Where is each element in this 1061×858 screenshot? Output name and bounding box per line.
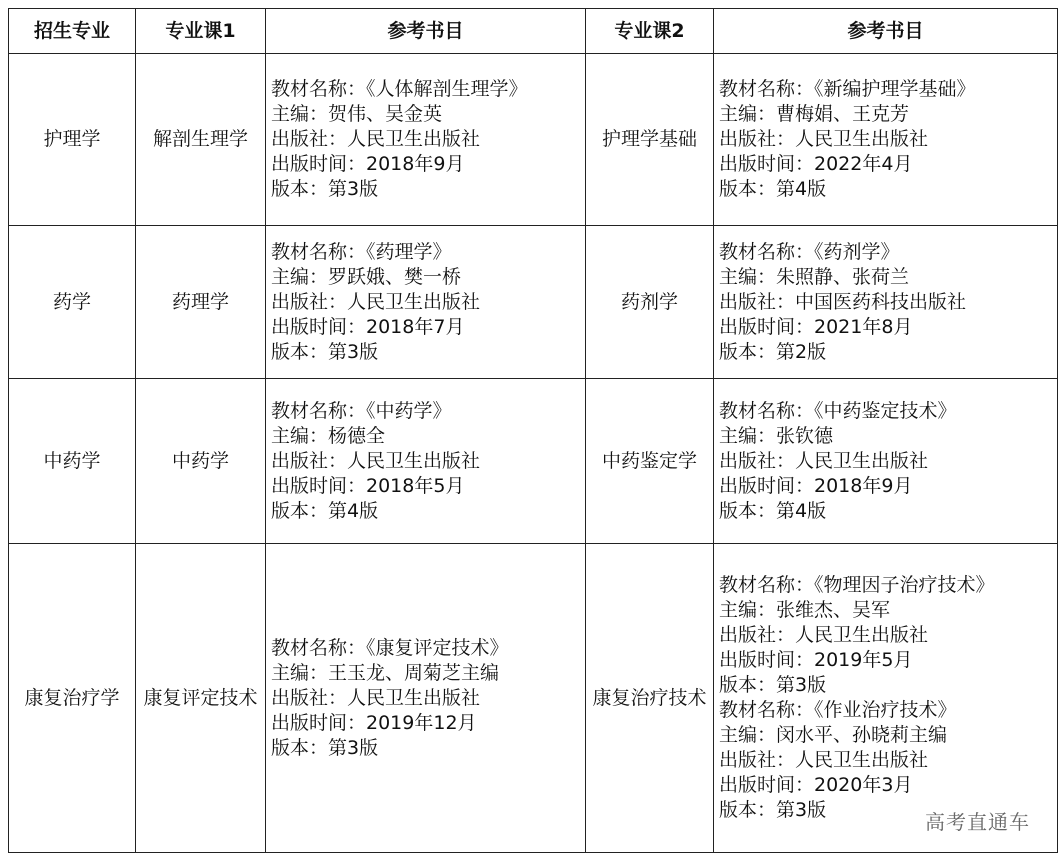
reference-line: 版本：第4版	[719, 178, 827, 200]
course2-cell: 中药鉴定学	[586, 379, 714, 544]
reference-line: 版本：第3版	[271, 178, 379, 200]
reference-line: 教材名称：《康复评定技术》	[271, 636, 509, 659]
course2-cell: 康复治疗技术	[586, 544, 714, 853]
header-row	[9, 9, 1058, 54]
reference-line: 出版时间：2019年5月	[719, 649, 913, 671]
course1-cell: 中药学	[136, 379, 266, 544]
reference-line: 出版社：人民卫生出版社	[719, 449, 929, 472]
references2-cell	[714, 226, 1058, 379]
watermark: 高考直通车	[925, 810, 1030, 834]
reference-line: 教材名称：《物理因子治疗技术》	[719, 574, 995, 596]
reference-line: 教材名称：《作业治疗技术》	[719, 699, 957, 721]
reference-line: 出版时间：2022年4月	[719, 153, 913, 175]
reference-line: 主编：贺伟、吴金英	[271, 103, 443, 125]
course1-cell: 解剖生理学	[136, 54, 266, 226]
header-major: 招生专业	[9, 9, 136, 54]
course1-cell: 康复评定技术	[136, 544, 266, 853]
table-row	[9, 379, 1058, 544]
reference-line: 出版社：人民卫生出版社	[719, 749, 929, 771]
reference-line: 版本：第2版	[719, 340, 827, 363]
course2-cell: 药剂学	[586, 226, 714, 379]
reference-line: 出版社：人民卫生出版社	[271, 449, 481, 472]
reference-line: 出版时间：2021年8月	[719, 315, 913, 338]
reference-line: 版本：第3版	[719, 674, 827, 696]
header-course2: 专业课2	[586, 9, 714, 54]
references1-cell	[266, 54, 586, 226]
reference-line: 出版社：中国医药科技出版社	[719, 290, 967, 313]
major-cell: 中药学	[9, 379, 136, 544]
reference-line: 主编：王玉龙、周菊芝主编	[271, 661, 500, 684]
reference-line: 教材名称：《人体解剖生理学》	[271, 78, 528, 100]
reference-line: 出版社：人民卫生出版社	[271, 290, 481, 313]
reference-line: 版本：第3版	[271, 340, 379, 363]
reference-line: 出版社：人民卫生出版社	[271, 686, 481, 709]
header-course1: 专业课1	[136, 9, 266, 54]
reference-line: 出版时间：2018年5月	[271, 474, 465, 497]
reference-line: 版本：第3版	[271, 736, 379, 759]
reference-line: 出版时间：2018年9月	[271, 153, 465, 175]
header-references2: 参考书目	[714, 9, 1058, 54]
reference-line: 出版时间：2018年9月	[719, 474, 913, 497]
reference-line: 出版时间：2018年7月	[271, 315, 465, 338]
table-row	[9, 226, 1058, 379]
reference-line: 出版时间：2020年3月	[719, 774, 913, 796]
reference-line: 版本：第4版	[719, 499, 827, 522]
header-references1: 参考书目	[266, 9, 586, 54]
reference-line: 教材名称：《药理学》	[271, 240, 452, 263]
reference-line: 教材名称：《药剂学》	[719, 240, 900, 263]
reference-line: 出版社：人民卫生出版社	[271, 128, 481, 150]
reference-line: 版本：第3版	[719, 799, 827, 821]
major-cell: 康复治疗学	[9, 544, 136, 853]
table-row	[9, 544, 1058, 853]
references2-cell	[714, 54, 1058, 226]
reference-line: 出版社：人民卫生出版社	[719, 624, 929, 646]
reference-books-table	[8, 8, 1058, 853]
references2-cell	[714, 379, 1058, 544]
references1-cell	[266, 544, 586, 853]
reference-line: 主编：闵水平、孙晓莉主编	[719, 724, 948, 746]
table-row	[9, 54, 1058, 226]
references1-cell	[266, 226, 586, 379]
references1-cell	[266, 379, 586, 544]
reference-line: 主编：罗跃娥、樊一桥	[271, 265, 462, 288]
major-cell: 药学	[9, 226, 136, 379]
reference-line: 主编：曹梅娟、王克芳	[719, 103, 910, 125]
reference-line: 主编：朱照静、张荷兰	[719, 265, 910, 288]
reference-line: 出版社：人民卫生出版社	[719, 128, 929, 150]
reference-line: 教材名称：《新编护理学基础》	[719, 78, 976, 100]
reference-line: 教材名称：《中药学》	[271, 399, 452, 422]
reference-line: 出版时间：2019年12月	[271, 711, 477, 734]
reference-line: 主编：张维杰、吴军	[719, 599, 891, 621]
reference-line: 教材名称：《中药鉴定技术》	[719, 399, 957, 422]
course1-cell: 药理学	[136, 226, 266, 379]
reference-line: 主编：杨德全	[271, 424, 386, 447]
reference-line: 主编：张钦德	[719, 424, 834, 447]
reference-line: 版本：第4版	[271, 499, 379, 522]
course2-cell: 护理学基础	[586, 54, 714, 226]
major-cell: 护理学	[9, 54, 136, 226]
